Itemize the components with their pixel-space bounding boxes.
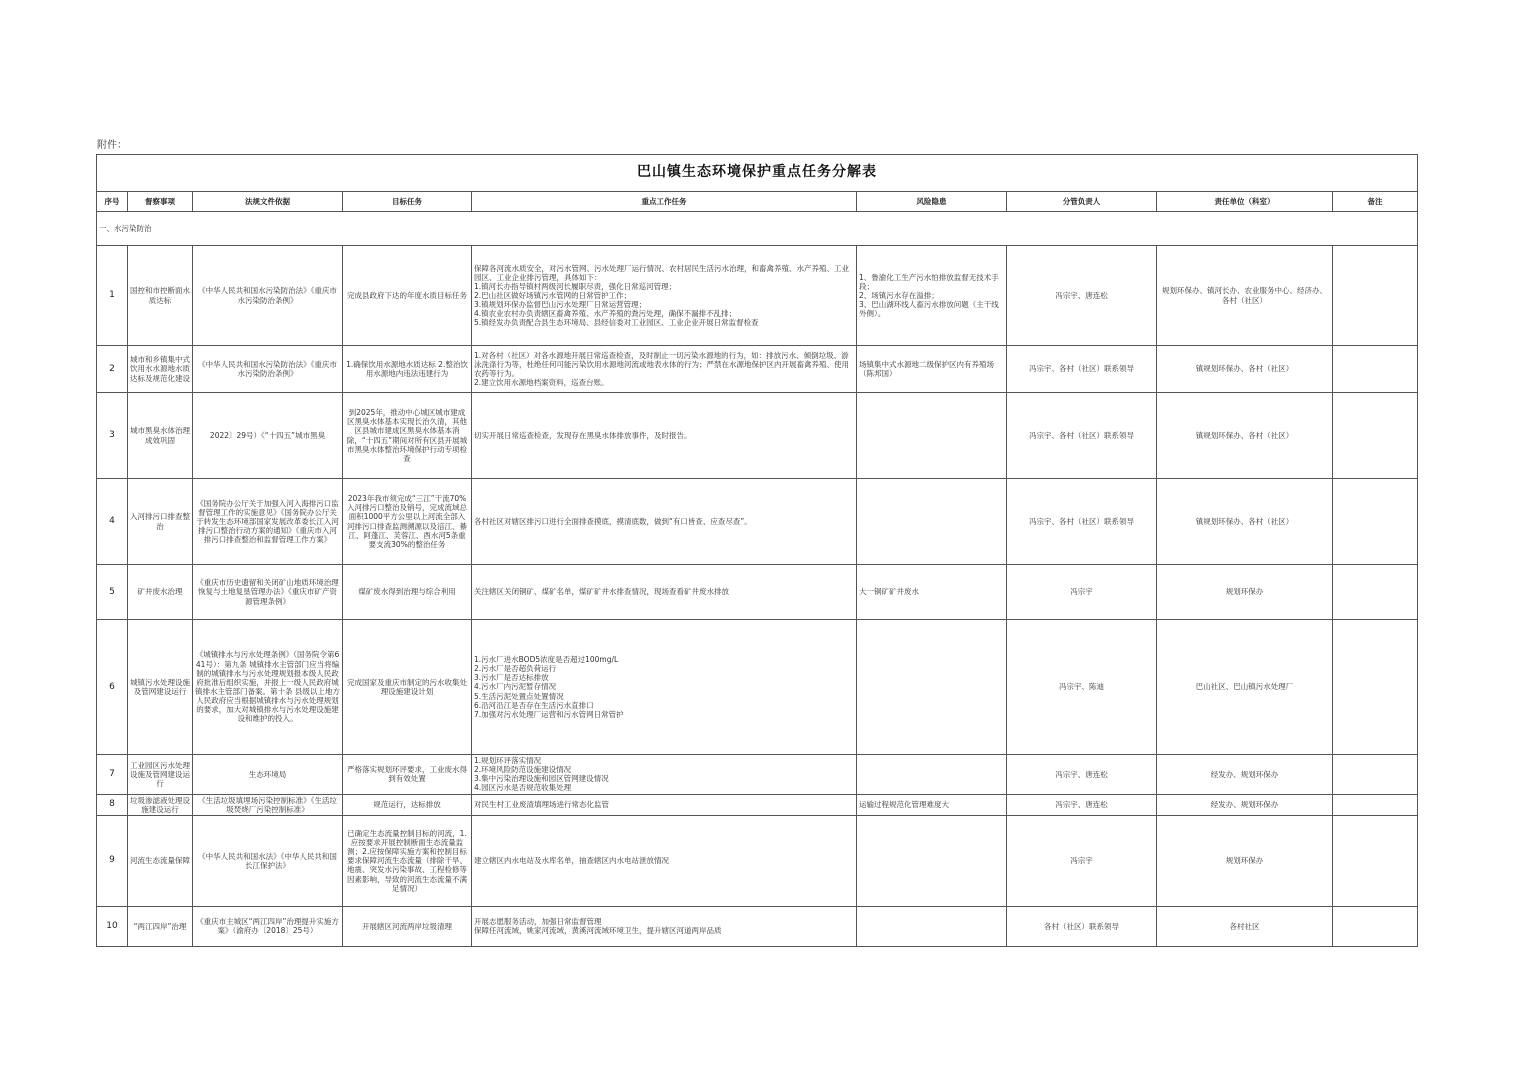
key-tasks <box>472 906 857 946</box>
cell-line: 1.污水厂进水BOD5浓度是否超过100mg/L <box>474 655 619 664</box>
responsible-leader: 冯宗宇、各村（社区）联系领导 <box>1007 346 1157 393</box>
target-task: 完成国家及重庆市制定的污水收集处理设施建设计划 <box>343 620 472 755</box>
row-number: 5 <box>97 565 128 620</box>
row-number: 6 <box>97 620 128 755</box>
cell-line: 对民生村工业废渣填埋场进行常态化监管 <box>474 800 609 810</box>
remark <box>1333 346 1418 393</box>
risk-hazards <box>857 815 1007 906</box>
responsible-leader: 冯宗宇、各村（社区）联系领导 <box>1007 393 1157 479</box>
table-title: 巴山镇生态环境保护重点任务分解表 <box>97 155 1418 192</box>
inspection-item: 工业园区污水处理设施及管网建设运行 <box>128 755 193 795</box>
cell-line: 各村社区对辖区排污口进行全面排查摸底，摸清底数，做到“有口皆查、应查尽查”。 <box>474 516 752 526</box>
header-row <box>97 192 1418 212</box>
row-number: 4 <box>97 479 128 565</box>
risk-hazards <box>857 906 1007 946</box>
responsible-unit: 镇规划环保办、各村（社区） <box>1157 479 1333 565</box>
target-task: 1.确保饮用水源地水质达标 2.整治饮用水源地内违法违建行为 <box>343 346 472 393</box>
target-task: 已确定生态流量控制目标的河流，1.应按要求开展控制断面生态流量监测；2.应按保障实施方案和控制目标要求保障河流生态流量（排除干旱、地震、突发水污染事故、工程检修等因素影响，导致的河流生态流量不满足情况） <box>343 815 472 906</box>
section-title: 一、水污染防治 <box>97 212 1418 246</box>
key-tasks <box>472 815 857 906</box>
table-row <box>97 815 1418 906</box>
table-row <box>97 565 1418 620</box>
row-number: 7 <box>97 755 128 795</box>
cell-line: 大一铜矿矿井废水 <box>859 587 919 597</box>
remark <box>1333 755 1418 795</box>
cell-line: 6.沿河沿江是否存在生活污水直排口 <box>474 700 594 710</box>
cell-line: 关注辖区关闭铜矿、煤矿名单，煤矿矿井水排查情况，现场查看矿井废水排放 <box>474 587 729 597</box>
regulation-basis: 《中华人民共和国水法》《中华人民共和国长江保护法》 <box>193 815 343 906</box>
table-row <box>97 620 1418 755</box>
remark <box>1333 906 1418 946</box>
cell-line: 3.镇规划环保办监督巴山污水处理厂日常运营管理； <box>474 300 647 310</box>
key-tasks <box>472 620 857 755</box>
responsible-leader: 冯宗宇、陈迪 <box>1007 620 1157 755</box>
cell-line: 4.污水厂内污泥暂存情况 <box>474 682 557 692</box>
header-cell: 备注 <box>1333 192 1418 212</box>
header-cell: 目标任务 <box>343 192 472 212</box>
risk-hazards <box>857 246 1007 346</box>
cell-line: 5.镇经发办负责配合县生态环境局、县经信委对工业园区、工业企业开展日常监督检查 <box>474 318 759 328</box>
table-row <box>97 393 1418 479</box>
inspection-item: “两江四岸”治理 <box>128 906 193 946</box>
target-task: 2023年我市须完成“三江”干流70%入河排污口整治及销号，完成流域总面积1000平方公里以上河流全部入河排污口排查监测溯源以及涪江、綦江、阿蓬江、芙蓉江、酉水河5条重要支流30%的整治任务 <box>343 479 472 565</box>
inspection-item: 城镇污水处理设施及管网建设运行 <box>128 620 193 755</box>
inspection-item: 国控和市控断面水质达标 <box>128 246 193 346</box>
cell-line: 3.污水厂是否达标排放 <box>474 673 549 683</box>
risk-hazards <box>857 794 1007 815</box>
responsible-leader: 各村（社区）联系领导 <box>1007 906 1157 946</box>
header-cell: 重点工作任务 <box>472 192 857 212</box>
responsible-unit: 各村社区 <box>1157 906 1333 946</box>
responsible-unit: 规划环保办 <box>1157 565 1333 620</box>
risk-hazards <box>857 393 1007 479</box>
cell-line: 1.镇河长办指导镇村两级河长履职尽责，强化日常巡河管理； <box>474 281 677 291</box>
cell-line: 保障各河流水质安全，对污水管网、污水处理厂运行情况、农村居民生活污水治理，和畜禽养殖、水产养殖、工业园区、工业企业排污管理，具体如下： <box>474 263 849 282</box>
cell-line: 3、巴山湖环线人畜污水排放问题（主干线外侧）。 <box>859 300 999 319</box>
remark <box>1333 393 1418 479</box>
cell-line: 1.规划环评落实情况 <box>474 756 542 765</box>
target-task: 开展辖区河流两岸垃圾清理 <box>343 906 472 946</box>
risk-hazards <box>857 755 1007 795</box>
inspection-item: 城市黑臭水体治理成效巩固 <box>128 393 193 479</box>
risk-hazards <box>857 565 1007 620</box>
cell-line: 2、场镇污水存在溢排； <box>859 290 939 300</box>
responsible-leader: 冯宗宇、唐连松 <box>1007 246 1157 346</box>
row-number: 10 <box>97 906 128 946</box>
responsible-leader: 冯宗宇 <box>1007 815 1157 906</box>
inspection-item: 城市和乡镇集中式饮用水水源地水质达标及规范化建设 <box>128 346 193 393</box>
table-row <box>97 906 1418 946</box>
header-cell: 风险隐患 <box>857 192 1007 212</box>
table-row <box>97 479 1418 565</box>
remark <box>1333 246 1418 346</box>
key-tasks <box>472 393 857 479</box>
cell-line: 5.生活污泥处置点处置情况 <box>474 691 564 701</box>
remark <box>1333 479 1418 565</box>
responsible-leader: 冯宗宇、唐连松 <box>1007 755 1157 795</box>
remark <box>1333 565 1418 620</box>
inspection-item: 入河排污口排查整治 <box>128 479 193 565</box>
row-number: 1 <box>97 246 128 346</box>
cell-line: 场镇集中式水源地二级保护区内有养殖场（陈邦国） <box>859 359 994 378</box>
responsible-unit: 经发办、规划环保办 <box>1157 755 1333 795</box>
table-row <box>97 346 1418 393</box>
header-cell: 法规文件依据 <box>193 192 343 212</box>
cell-line: 2.建立饮用水源地档案资料，巡查台账。 <box>474 378 609 388</box>
inspection-item: 矿井废水治理 <box>128 565 193 620</box>
cell-line: 建立辖区内水电站及水库名单，抽查辖区内水电站泄放情况 <box>474 856 669 866</box>
cell-line: 4.镇农业农村办负责辖区畜禽养殖、水产养殖的粪污处理，确保不漏排不乱排； <box>474 309 737 319</box>
cell-line: 4.园区污水是否规范收集处理 <box>474 783 572 793</box>
cell-line: 1.对各村（社区）对各水源地开展日常巡查检查，及时制止一切污染水源地的行为，如：排放污水、倾倒垃圾、游泳洗涤行为等，杜绝任何可能污染饮用水源地河流或地表水体的行为；严禁在水源地保护区内开展畜禽养殖、使用农药等行为。 <box>474 350 849 378</box>
task-breakdown-table <box>96 154 1418 947</box>
regulation-basis: 《生活垃圾填埋场污染控制标准》《生活垃圾焚烧厂污染控制标准》 <box>193 794 343 815</box>
key-tasks <box>472 346 857 393</box>
target-task: 规范运行，达标排放 <box>343 794 472 815</box>
key-tasks <box>472 565 857 620</box>
regulation-basis: 《重庆市主城区“两江四岸”治理提升实施方案》（渝府办〔2018〕25号） <box>193 906 343 946</box>
cell-line: 切实开展日常巡查检查，发现存在黑臭水体排放事件，及时报告。 <box>474 430 692 440</box>
header-cell: 序号 <box>97 192 128 212</box>
row-number: 9 <box>97 815 128 906</box>
attachment-label: 附件： <box>97 140 127 151</box>
target-task: 完成县政府下达的年度水质目标任务 <box>343 246 472 346</box>
responsible-leader: 冯宗宇、各村（社区）联系领导 <box>1007 479 1157 565</box>
responsible-unit: 巴山社区、巴山镇污水处理厂 <box>1157 620 1333 755</box>
key-tasks <box>472 246 857 346</box>
table-row <box>97 794 1418 815</box>
target-task: 严格落实规划环评要求，工业废水得到有效处置 <box>343 755 472 795</box>
row-number: 3 <box>97 393 128 479</box>
remark <box>1333 620 1418 755</box>
regulation-basis: 《中华人民共和国水污染防治法》《重庆市水污染防治条例》 <box>193 346 343 393</box>
header-cell: 督察事项 <box>128 192 193 212</box>
cell-line: 开展志愿服务活动，加强日常监督管理 <box>474 917 602 927</box>
risk-hazards <box>857 346 1007 393</box>
cell-line: 运输过程规范化管理难度大 <box>859 800 949 810</box>
regulation-basis: 《中华人民共和国水污染防治法》《重庆市水污染防治条例》 <box>193 246 343 346</box>
target-task: 煤矿废水得到治理与综合利用 <box>343 565 472 620</box>
key-tasks <box>472 794 857 815</box>
section-row <box>97 212 1418 246</box>
inspection-item: 垃圾渗滤液处理设施建设运行 <box>128 794 193 815</box>
cell-line: 3.集中污染治理设施和园区管网建设情况 <box>474 774 609 784</box>
cell-line: 2.污水厂是否超负荷运行 <box>474 664 557 674</box>
inspection-item: 河流生态流量保障 <box>128 815 193 906</box>
cell-line: 2.巴山社区做好场镇污水管网的日常管护工作； <box>474 290 632 300</box>
row-number: 2 <box>97 346 128 393</box>
responsible-unit: 规划环保办、镇河长办、农业服务中心、经济办、各村（社区） <box>1157 246 1333 346</box>
responsible-leader: 冯宗宇、唐连松 <box>1007 794 1157 815</box>
cell-line: 2.环境风险防范设施建设情况 <box>474 765 572 775</box>
responsible-unit: 规划环保办 <box>1157 815 1333 906</box>
target-task: 到2025年，推动中心城区城市建成区黑臭水体基本实现长治久清，其他区县城市建成区黑臭水体基本消除，“十四五”期间对所有区县开展城市黑臭水体整治环境保护行动专项检查 <box>343 393 472 479</box>
regulation-basis: 2022〕29号）《“十四五”城市黑臭 <box>193 393 343 479</box>
regulation-basis: 《重庆市历史遗留和关闭矿山地质环境治理恢复与土地复垦管理办法》《重庆市矿产资源管理条例》 <box>193 565 343 620</box>
key-tasks <box>472 755 857 795</box>
cell-line: 保障任河流域，姚家河流域，黄溪河流域环境卫生，提升辖区河道两岸品质 <box>474 926 722 936</box>
header-cell: 责任单位（科室） <box>1157 192 1333 212</box>
table-row <box>97 246 1418 346</box>
cell-line: 7.加强对污水处理厂运营和污水管网日常管护 <box>474 709 624 719</box>
table-row <box>97 755 1418 795</box>
remark <box>1333 794 1418 815</box>
key-tasks <box>472 479 857 565</box>
regulation-basis: 生态环境局 <box>193 755 343 795</box>
responsible-unit: 镇规划环保办、各村（社区） <box>1157 346 1333 393</box>
regulation-basis: 《国务院办公厅关于加强入河入海排污口监督管理工作的实施意见》《国务院办公厅关于转发生态环境部国家发展改革委长江入河排污口整治行动方案的通知》《重庆市入河排污口排查整治和监督管理工作方案》 <box>193 479 343 565</box>
responsible-unit: 经发办、规划环保办 <box>1157 794 1333 815</box>
risk-hazards <box>857 620 1007 755</box>
responsible-unit: 镇规划环保办、各村（社区） <box>1157 393 1333 479</box>
responsible-leader: 冯宗宇 <box>1007 565 1157 620</box>
row-number: 8 <box>97 794 128 815</box>
cell-line: 1、鲁渝化工生产污水怕排放监督无技术手段； <box>859 272 999 291</box>
header-cell: 分管负责人 <box>1007 192 1157 212</box>
remark <box>1333 815 1418 906</box>
risk-hazards <box>857 479 1007 565</box>
regulation-basis: 《城镇排水与污水处理条例》（国务院令第641号）：第九条 城镇排水主管部门应当将编制的城镇排水与污水处理规划报本级人民政府批准后组织实施，并报上一级人民政府城镇排水主管部门备案。第十条 县级以上地方人民政府应当根据城镇排水与污水处理规划的要求，加大对城镇排水与污水处理设施建设和维护的投入。 <box>193 620 343 755</box>
